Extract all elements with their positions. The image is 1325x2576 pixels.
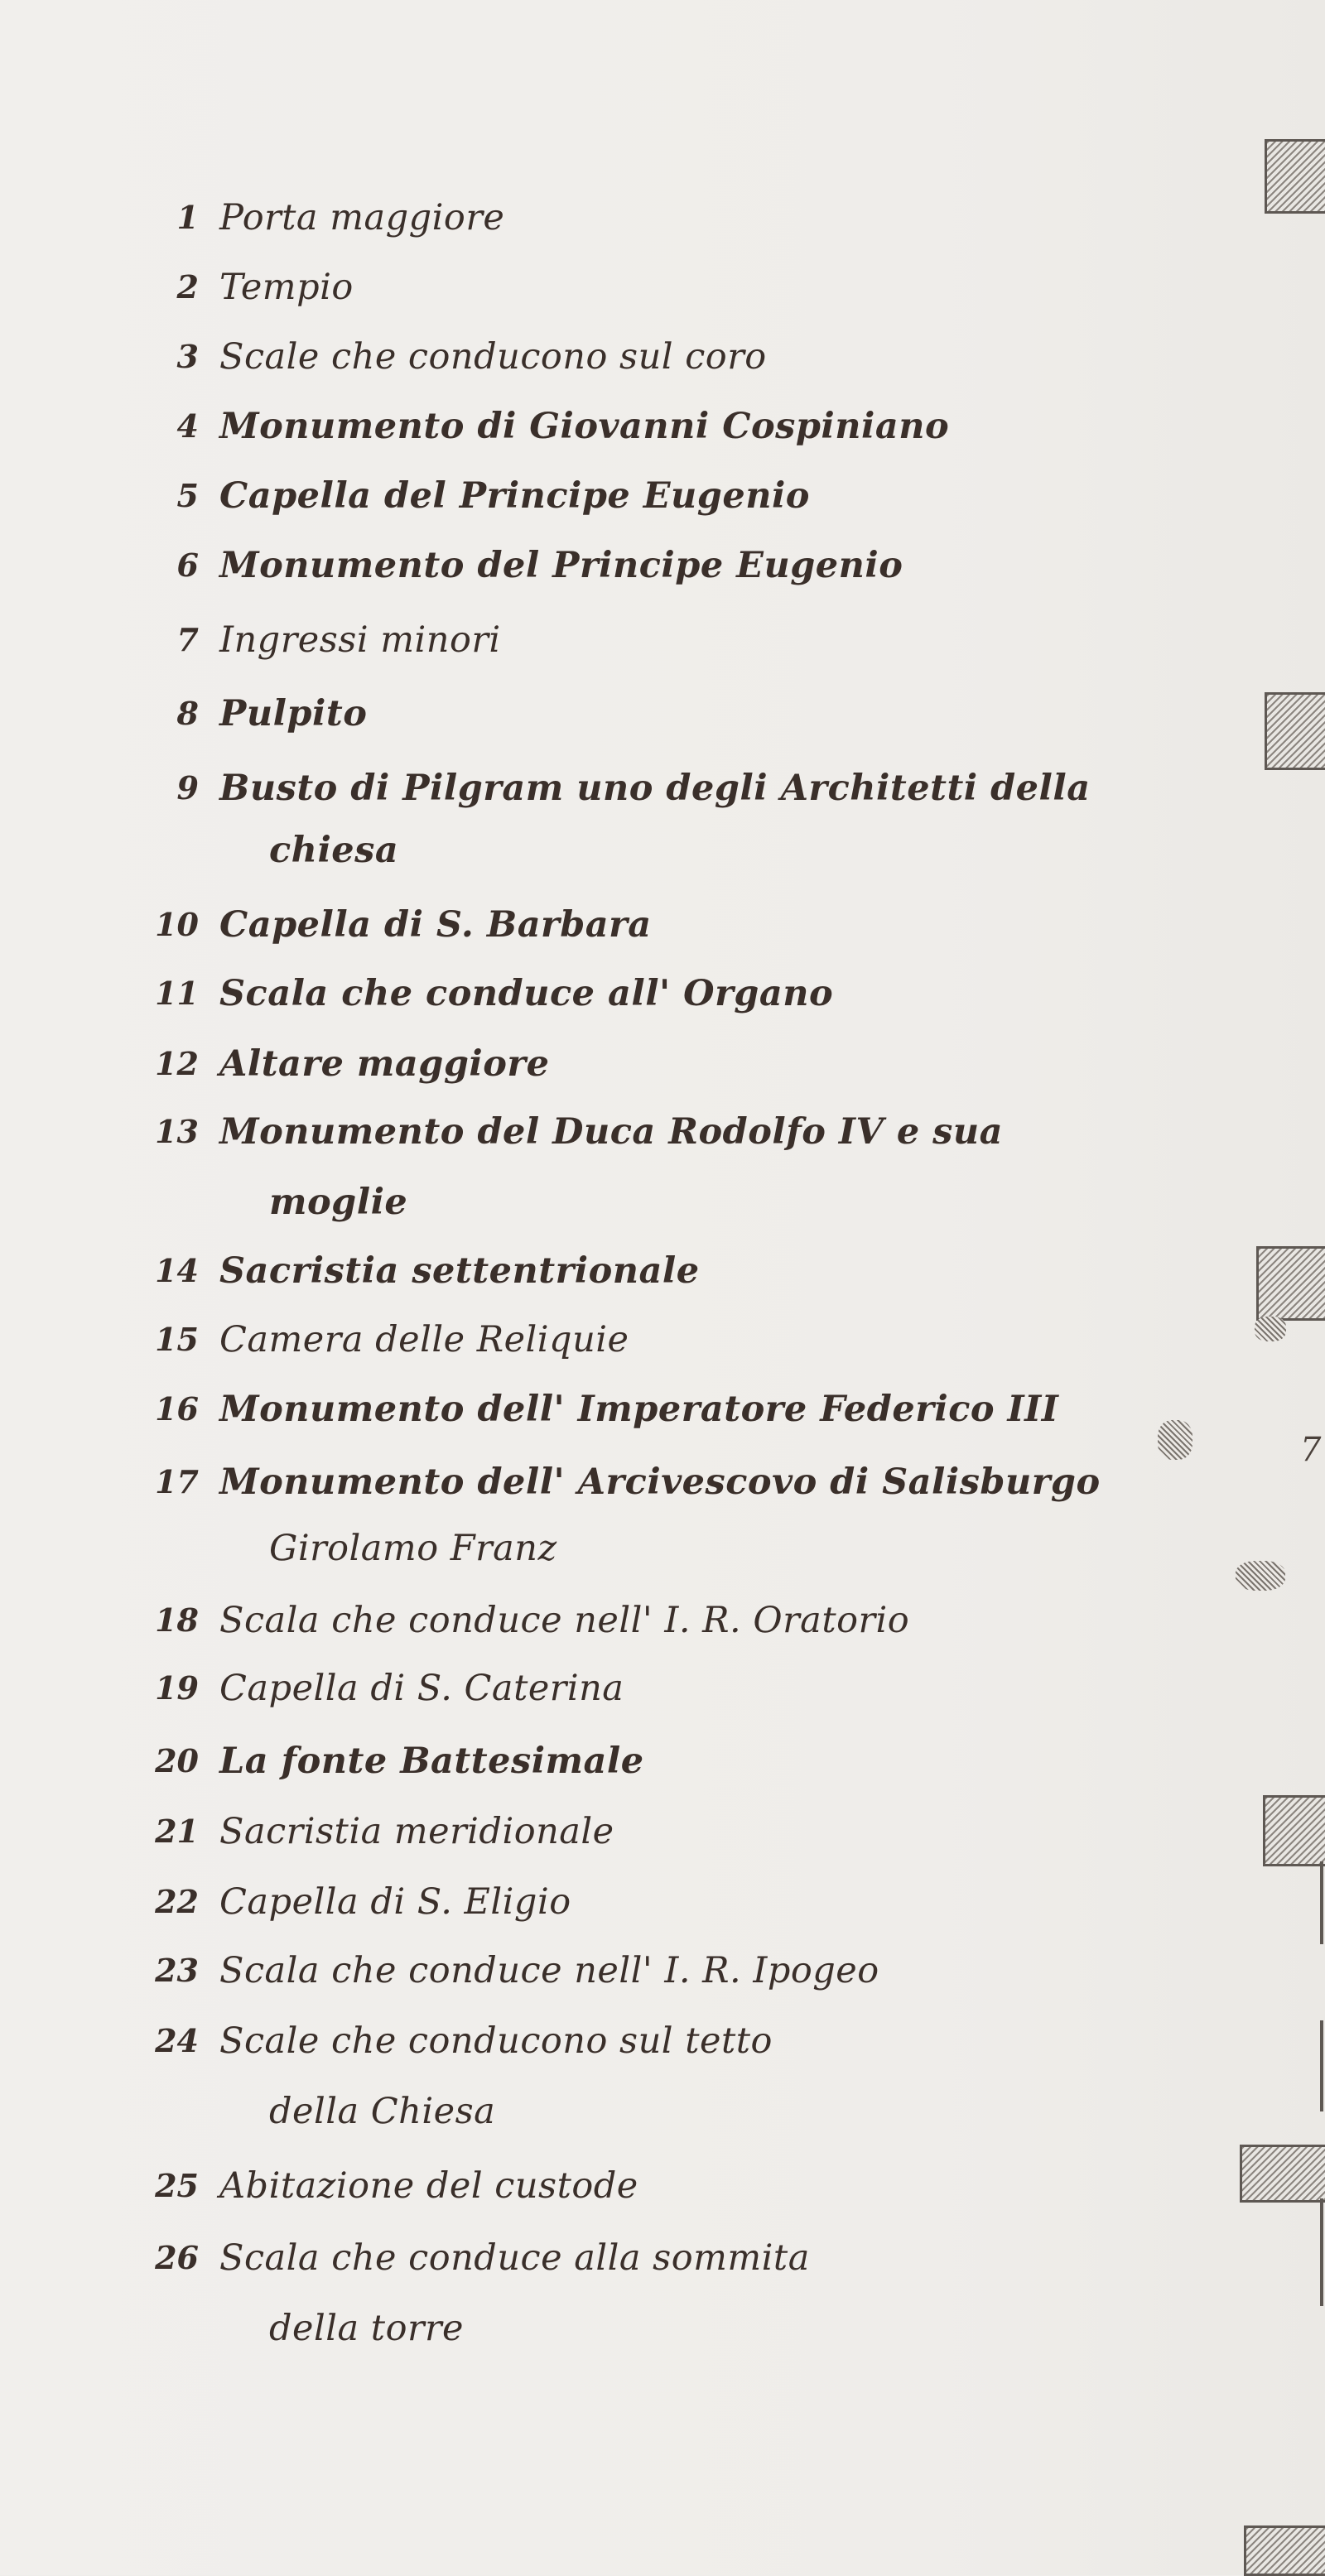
- entry-number: 12: [155, 1045, 199, 1082]
- entry-number: 5: [176, 477, 199, 514]
- plan-wall-fragment: [1265, 692, 1325, 770]
- entry-number: 16: [155, 1390, 199, 1428]
- legend-entry-9: [0, 754, 1176, 823]
- entry-number: 1: [176, 199, 199, 236]
- legend-entry-14: [0, 1236, 1176, 1306]
- entry-text-continued: della torre: [269, 2308, 465, 2349]
- entry-number: 4: [176, 407, 199, 445]
- entry-text: Scala che conduce nell' I. R. Oratorio: [219, 1600, 910, 1641]
- legend-entry-18: [0, 1586, 1176, 1655]
- entry-text: Altare maggiore: [219, 1043, 550, 1085]
- entry-number: 18: [155, 1601, 199, 1639]
- entry-number: 10: [155, 906, 199, 943]
- legend-entry-6: [0, 531, 1176, 600]
- legend-entry-26-continued: [0, 2294, 1176, 2363]
- plan-wall-fragment: [1240, 2145, 1325, 2203]
- plan-wall-fragment: [1263, 1795, 1325, 1866]
- plan-margin-label: 7: [1300, 1431, 1322, 1469]
- legend-entry-7: [0, 605, 1176, 675]
- legend-entry-17-continued: [0, 1514, 1176, 1583]
- entry-number: 15: [155, 1321, 199, 1358]
- legend-entry-13: [0, 1097, 1176, 1167]
- entry-text: Capella del Principe Eugenio: [219, 475, 810, 517]
- entry-text-continued: chiesa: [269, 830, 399, 871]
- plan-wall-line: [1320, 2020, 1323, 2111]
- plan-detail-mark: [1158, 1420, 1192, 1460]
- entry-number: 7: [176, 621, 199, 658]
- entry-text: Scala che conduce all' Organo: [219, 973, 834, 1014]
- legend-entry-15: [0, 1305, 1176, 1375]
- legend-entry-16: [0, 1375, 1176, 1444]
- entry-text: Busto di Pilgram uno degli Architetti della: [219, 768, 1091, 809]
- entry-number: 19: [155, 1669, 199, 1707]
- entry-text: Scale che conducono sul coro: [219, 336, 767, 378]
- entry-text-continued: moglie: [269, 1182, 408, 1223]
- entry-text: Monumento dell' Imperatore Federico III: [219, 1389, 1059, 1430]
- legend-entry-8: [0, 679, 1176, 749]
- legend-entry-24: [0, 2006, 1176, 2076]
- entry-number: 3: [176, 338, 199, 375]
- entry-number: 6: [176, 546, 199, 584]
- entry-number: 13: [155, 1113, 199, 1150]
- entry-number: 25: [155, 2167, 199, 2204]
- entry-number: 9: [176, 769, 199, 807]
- entry-text: Abitazione del custode: [219, 2165, 638, 2207]
- entry-number: 26: [155, 2239, 199, 2276]
- plan-wall-line: [1320, 2198, 1323, 2306]
- plan-detail-mark: [1255, 1317, 1286, 1341]
- plan-detail-mark: [1236, 1561, 1285, 1591]
- entry-number: 11: [155, 975, 199, 1012]
- entry-number: 14: [155, 1252, 199, 1289]
- entry-text: Monumento di Giovanni Cospiniano: [219, 406, 950, 447]
- entry-number: 23: [155, 1952, 199, 1989]
- entry-text: Scale che conducono sul tetto: [219, 2020, 773, 2062]
- legend-entry-5: [0, 461, 1176, 531]
- entry-text: Scala che conduce alla sommita: [219, 2237, 810, 2279]
- plan-wall-fragment: [1256, 1246, 1325, 1321]
- legend-entry-3: [0, 322, 1176, 392]
- entry-text-continued: Girolamo Franz: [269, 1528, 557, 1569]
- legend-entry-4: [0, 392, 1176, 461]
- legend-entry-12: [0, 1029, 1176, 1099]
- entry-number: 8: [176, 695, 199, 732]
- legend-entry-20: [0, 1726, 1176, 1796]
- entry-number: 2: [176, 268, 199, 306]
- legend-entry-26: [0, 2223, 1176, 2293]
- entry-text: Tempio: [219, 267, 354, 308]
- legend-entry-19: [0, 1654, 1176, 1723]
- entry-text: Monumento del Principe Eugenio: [219, 545, 903, 586]
- legend-entry-13-continued: [0, 1168, 1176, 1237]
- entry-text: Monumento dell' Arcivescovo di Salisburgo: [219, 1461, 1101, 1503]
- legend-entry-24-continued: [0, 2077, 1176, 2146]
- plan-wall-fragment: [1244, 2525, 1325, 2576]
- entry-number: 17: [155, 1463, 199, 1500]
- entry-text: Capella di S. Eligio: [219, 1881, 571, 1923]
- legend-entry-25: [0, 2151, 1176, 2221]
- entry-text: Capella di S. Caterina: [219, 1668, 624, 1709]
- entry-number: 20: [155, 1742, 199, 1779]
- legend-entry-1: [0, 183, 1176, 253]
- legend-entry-9-continued: [0, 816, 1176, 885]
- entry-text: Ingressi minori: [219, 619, 501, 661]
- entry-number: 22: [155, 1883, 199, 1920]
- entry-number: 24: [155, 2022, 199, 2059]
- entry-text: La fonte Battesimale: [219, 1741, 644, 1782]
- legend-entry-10: [0, 890, 1176, 960]
- plan-wall-line: [1320, 1861, 1323, 1944]
- entry-text-continued: della Chiesa: [269, 2091, 496, 2132]
- legend-entry-2: [0, 253, 1176, 322]
- entry-text: Scala che conduce nell' I. R. Ipogeo: [219, 1950, 879, 1991]
- legend-entry-23: [0, 1936, 1176, 2005]
- legend-entry-21: [0, 1797, 1176, 1866]
- entry-text: Monumento del Duca Rodolfo IV e sua: [219, 1111, 1003, 1153]
- entry-number: 21: [155, 1813, 199, 1850]
- legend-entry-11: [0, 959, 1176, 1028]
- entry-text: Sacristia meridionale: [219, 1811, 614, 1852]
- entry-text: Sacristia settentrionale: [219, 1250, 700, 1292]
- entry-text: Pulpito: [219, 693, 368, 734]
- legend-entry-17: [0, 1447, 1176, 1517]
- legend-entry-22: [0, 1867, 1176, 1937]
- plan-wall-fragment: [1265, 139, 1325, 214]
- entry-text: Capella di S. Barbara: [219, 904, 652, 946]
- entry-text: Camera delle Reliquie: [219, 1319, 629, 1360]
- entry-text: Porta maggiore: [219, 197, 505, 238]
